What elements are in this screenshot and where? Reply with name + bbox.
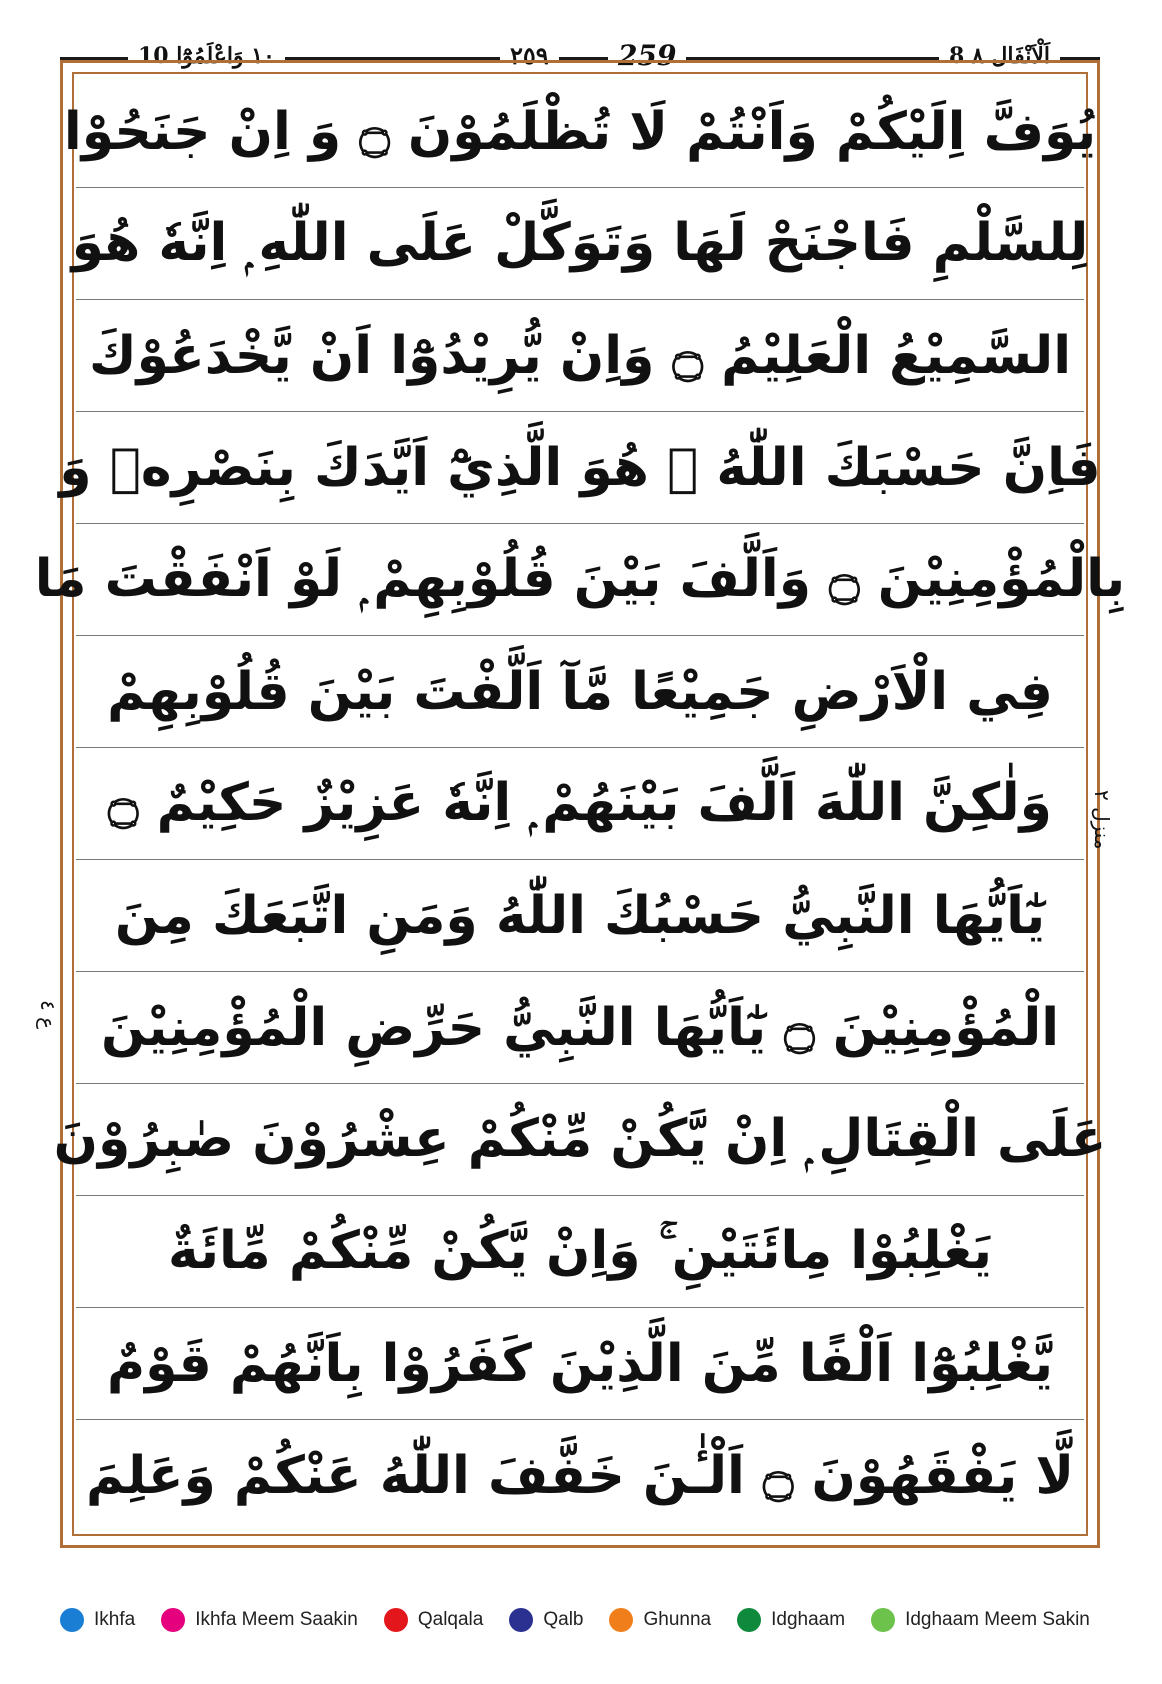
legend-item [161,1608,358,1632]
verse-line [59,412,1101,524]
legend-color-dot [384,1608,408,1632]
legend-item [737,1608,845,1632]
verse-line [63,76,1097,188]
verse-line [76,1420,1084,1532]
verse-line [71,188,1089,300]
verse-line-text: السَّمِيْعُ الْعَلِيْمُ ۝ وَاِنْ يُّرِيْدُوْٓا اَنْ يَّخْدَعُوْكَ [88,325,1072,386]
header-surah: 8 اَلْاَنْفَال ٨ [939,38,1060,74]
legend-item [384,1608,484,1632]
verse-line-text: لِلسَّلْمِ فَاجْنَحْ لَهَا وَتَوَكَّلْ عَلَى اللّٰهِ ۭ اِنَّهٗ هُوَ [71,213,1089,273]
legend-item [60,1608,135,1632]
header-page-number: 259 [608,38,686,74]
verse-line [76,748,1084,860]
verse-line-text: يُوَفَّ اِلَيْكُمْ وَاَنْتُمْ لَا تُظْلَمُوْنَ ۝ وَ اِنْ جَنَحُوْا [63,101,1097,162]
verse-line-text: وَلٰكِنَّ اللّٰهَ اَلَّفَ بَيْنَهُمْ ۭ اِنَّهٗ عَزِيْزٌ حَكِيْمٌ ۝ [108,773,1052,833]
legend-label: Idghaam Meem Sakin [905,1609,1090,1630]
legend-label: Qalqala [417,1609,484,1630]
verse-line [53,1084,1107,1196]
legend-color-dot [60,1608,84,1632]
legend-color-dot [871,1608,895,1632]
verse-line-text: لَّا يَفْقَهُوْنَ ۝ اَلْـٰٔنَ خَفَّفَ اللّٰهُ عَنْكُمْ وَعَلِمَ [85,1446,1075,1506]
verse-line [34,524,1126,636]
verse-line [76,300,1084,412]
verse-line [76,972,1084,1084]
verse-line-text: فِي الْاَرْضِ جَمِيْعًا مَّآ اَلَّفْتَ بَيْنَ قُلُوْبِهِمْ [107,661,1053,722]
header-page-arabic: ٢٥٩ [500,38,559,74]
manzil-marker: منزل ٢ [1090,790,1114,850]
verse-line-text: عَلَى الْقِتَالِ ۭ اِنْ يَّكُنْ مِّنْكُمْ عِشْرُوْنَ صٰبِرُوْنَ [53,1109,1107,1169]
legend-color-dot [737,1608,761,1632]
verse-line-text: يَّغْلِبُوْٓا اَلْفًا مِّنَ الَّذِيْنَ كَفَرُوْا بِاَنَّهُمْ قَوْمٌ [107,1333,1053,1394]
legend-color-dot [161,1608,185,1632]
legend-label: Ikhfa Meem Saakin [195,1609,358,1630]
verse-line-text: فَاِنَّ حَسْبَكَ اللّٰهُ ۭ هُوَ الَّذِيْٓ اَيَّدَكَ بِنَصْرِهٖ وَ [59,437,1101,498]
legend-color-dot [609,1608,633,1632]
legend-item [509,1608,583,1632]
verse-line [76,636,1084,748]
legend-color-dot [509,1608,533,1632]
legend-label: Ghunna [643,1609,712,1630]
legend-label: Ikhfa [94,1609,136,1630]
verse-line [76,860,1084,972]
tajweed-legend [60,1600,1120,1640]
verse-line-text: يَغْلِبُوْا مِائَتَيْنِ ۚ وَاِنْ يَّكُنْ مِّنْكُمْ مِّائَةٌ [167,1221,993,1281]
header-juz: ١٠ وَاعْلَمُوْٓا 10 [128,38,285,74]
legend-item [609,1608,711,1632]
legend-label: Qalb [543,1609,584,1630]
verse-line-text: يٰٓاَيُّهَا النَّبِيُّ حَسْبُكَ اللّٰهُ وَمَنِ اتَّبَعَكَ مِنَ [114,885,1046,946]
verse-line-text: الْمُؤْمِنِيْنَ ۝ يٰٓاَيُّهَا النَّبِيُّ حَرِّضِ الْمُؤْمِنِيْنَ [100,997,1060,1058]
verse-line-text: بِالْمُؤْمِنِيْنَ ۝ وَاَلَّفَ بَيْنَ قُلُوْبِهِمْ ۭ لَوْ اَنْفَقْتَ مَا [34,549,1126,609]
ruku-marker: ع ٤ [36,1000,60,1030]
legend-item [871,1608,1090,1632]
verse-line [76,1308,1084,1420]
verse-line [76,1196,1084,1308]
legend-label: Idghaam [771,1609,846,1630]
